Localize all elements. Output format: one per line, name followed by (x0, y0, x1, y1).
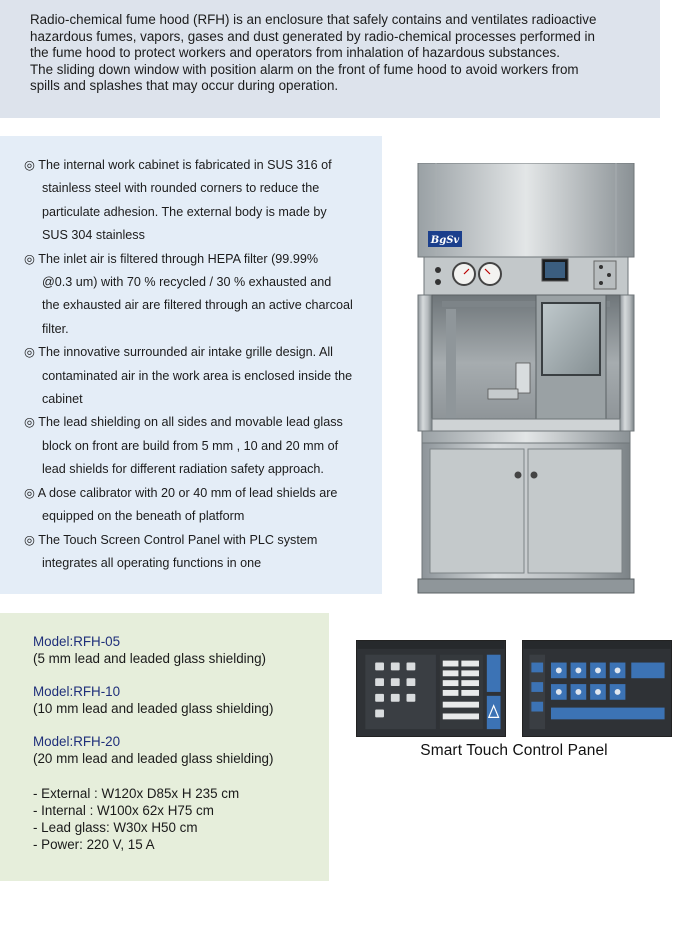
models-section (0, 613, 329, 881)
touch-panel-screenshot-left (356, 640, 506, 737)
fume-hood-photo (416, 163, 636, 595)
feature-line: @0.3 um) with 70 % recycled / 30 % exhausted and (42, 275, 332, 290)
spec-line: - Internal : W100x 62x H75 cm (33, 803, 214, 818)
feature-line: lead shields for different radiation safety approach. (42, 462, 324, 477)
feature-line: the exhausted air are filtered through an active charcoal (42, 298, 353, 313)
feature-item (24, 529, 372, 576)
feature-line: contaminated air in the work area is enclosed inside the (42, 368, 353, 383)
model-name: Model:RFH-10 (33, 684, 121, 699)
model-description: (5 mm lead and leaded glass shielding) (33, 651, 266, 666)
model-group (33, 733, 329, 767)
feature-item (24, 248, 372, 342)
work-platform (432, 419, 620, 431)
feature-line: ◎ The inlet air is filtered through HEPA filter (99.99% (24, 251, 319, 266)
feature-line: SUS 304 stainless (42, 228, 145, 243)
intro-line: the fume hood to protect workers and operators from inhalation of hazardous substances. (30, 45, 560, 61)
spec-line: - External : W120x D85x H 235 cm (33, 786, 240, 801)
feature-line: stainless steel with rounded corners to reduce the (42, 181, 320, 196)
intro-section (0, 0, 660, 118)
door-lock-icon (515, 472, 522, 479)
touch-panel-screenshot-right (522, 640, 672, 737)
feature-line: particulate adhesion. The external body is made by (42, 204, 327, 219)
feature-line: integrates all operating functions in one (42, 555, 262, 570)
model-group (33, 633, 329, 667)
feature-item (24, 341, 372, 411)
spec-line: - Power: 220 V, 15 A (33, 837, 155, 852)
feature-line: ◎ A dose calibrator with 20 or 40 mm of lead shields are (24, 485, 338, 500)
model-name: Model:RFH-20 (33, 734, 121, 749)
feature-item (24, 154, 372, 248)
feature-line: ◎ The internal work cabinet is fabricated in SUS 316 of (24, 158, 332, 172)
feature-line: ◎ The Touch Screen Control Panel with PLC system (24, 532, 318, 547)
feature-item (24, 411, 372, 481)
feature-list (24, 154, 372, 575)
lead-glass-window (542, 303, 600, 375)
model-description: (10 mm lead and leaded glass shielding) (33, 701, 274, 716)
feature-line: ◎ The innovative surrounded air intake grille design. All (24, 345, 333, 360)
intro-line: The sliding down window with position alarm on the front of fume hood to avoid workers from (30, 61, 579, 77)
model-group (33, 683, 329, 717)
spec-list (33, 785, 329, 853)
brand-logo-text: BgSv (430, 235, 460, 246)
door-lock-icon (531, 472, 538, 479)
intro-line: Radio-chemical fume hood (RFH) is an enclosure that safely contains and ventilates radioactive (30, 12, 597, 27)
intro-line: spills and splashes that may occur during operation. (30, 78, 339, 94)
features-section (0, 136, 382, 594)
feature-line: ◎ The lead shielding on all sides and movable lead glass (24, 415, 343, 430)
model-name: Model:RFH-05 (33, 634, 121, 649)
panel-caption: Smart Touch Control Panel (420, 742, 608, 759)
feature-line: cabinet (42, 392, 83, 407)
feature-line: filter. (42, 321, 69, 336)
feature-item (24, 482, 372, 529)
cabinet-door-left (430, 449, 524, 573)
feature-line: block on front are build from 5 mm , 10 and 20 mm of (42, 438, 339, 453)
spec-line: - Lead glass: W30x H50 cm (33, 820, 198, 835)
model-description: (20 mm lead and leaded glass shielding) (33, 751, 274, 766)
feature-line: equipped on the beneath of platform (42, 509, 245, 524)
cabinet-door-right (528, 449, 622, 573)
intro-line: hazardous fumes, vapors, gases and dust generated by radio-chemical processes performed in (30, 28, 595, 44)
